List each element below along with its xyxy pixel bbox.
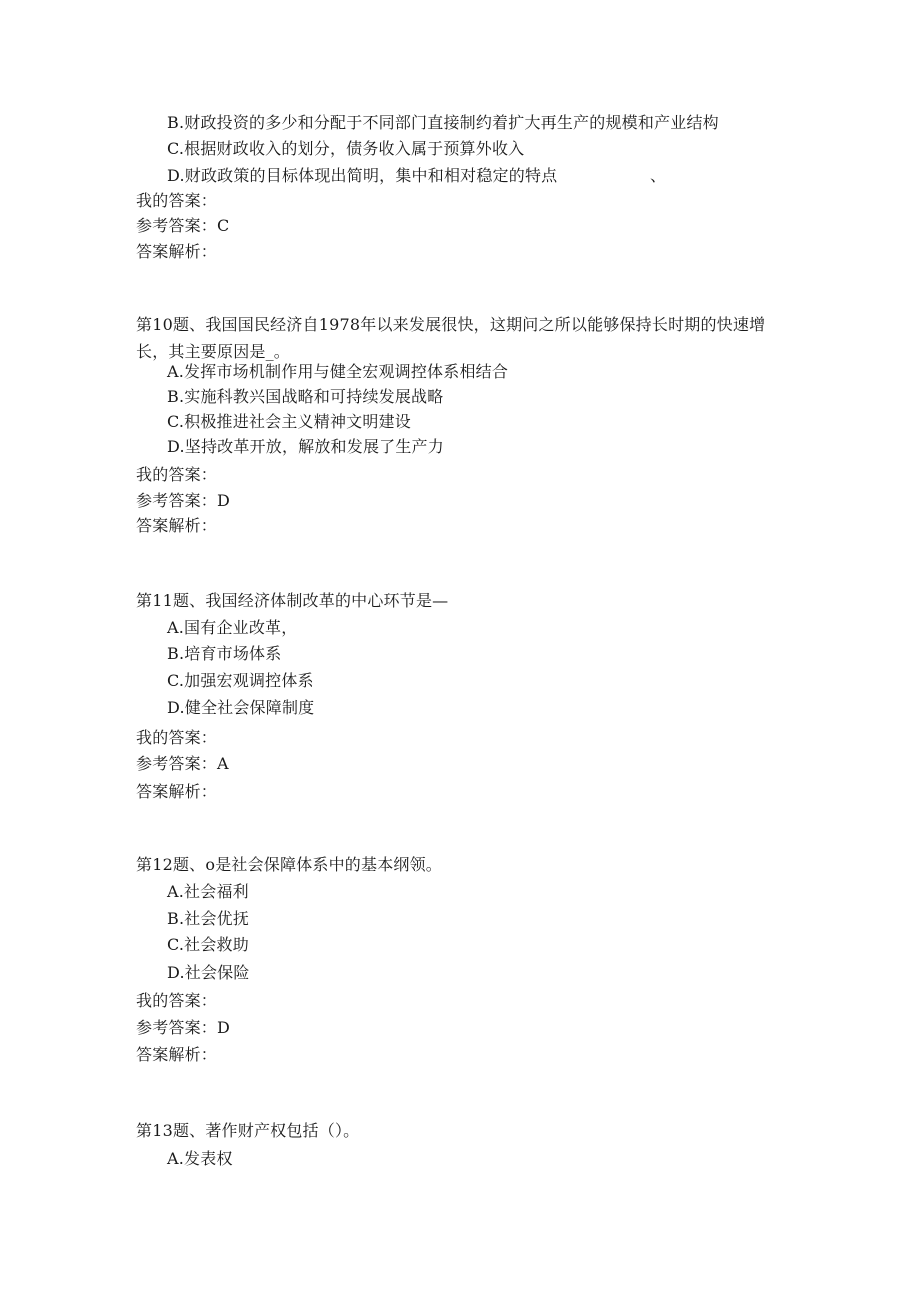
q9-my-answer: 我的答案：	[136, 191, 218, 210]
q10-my-answer: 我的答案：	[136, 465, 218, 484]
q9-reference-answer: 参考答案：C	[136, 216, 230, 235]
q12-reference-answer: 参考答案：D	[136, 1018, 231, 1037]
q12-my-answer: 我的答案：	[136, 991, 218, 1010]
q12-option-d: D.社会保险	[167, 963, 250, 982]
q11-stem: 第11题、我国经济体制改革的中心环节是—	[136, 591, 449, 610]
q12-option-c: C.社会救助	[167, 935, 249, 954]
q11-reference-answer: 参考答案：A	[136, 754, 229, 773]
q12-stem: 第12题、o是社会保障体系中的基本纲领。	[136, 855, 442, 874]
q12-option-b: B.社会优抚	[167, 909, 250, 928]
q11-option-d: D.健全社会保障制度	[167, 698, 315, 717]
q13-stem: 第13题、著作财产权包括（）。	[136, 1121, 360, 1140]
q10-option-a: A.发挥市场机制作用与健全宏观调控体系相结合	[167, 362, 509, 381]
q9-stray-mark: 、	[650, 166, 667, 185]
q11-option-c: C.加强宏观调控体系	[167, 671, 314, 690]
q13-option-a: A.发表权	[167, 1149, 233, 1168]
q10-answer-analysis: 答案解析：	[136, 516, 218, 535]
q9-option-c: C.根据财政收入的划分，债务收入属于预算外收入	[167, 139, 525, 158]
q10-reference-answer: 参考答案：D	[136, 491, 231, 510]
q11-my-answer: 我的答案：	[136, 728, 218, 747]
q12-answer-analysis: 答案解析：	[136, 1045, 218, 1064]
q10-stem: 第10题、我国国民经济自1978年以来发展很快，这期问之所以能够保持长时期的快速增长，其主要原因是_。	[136, 315, 766, 361]
q11-option-a: A.国有企业改革，	[167, 618, 298, 637]
q9-option-b: B.财政投资的多少和分配于不同部门直接制约着扩大再生产的规模和产业结构	[167, 113, 719, 132]
q9-answer-analysis: 答案解析：	[136, 242, 218, 261]
q10-option-c: C.积极推进社会主义精神文明建设	[167, 412, 411, 431]
q12-option-a: A.社会福利	[167, 882, 249, 901]
q9-option-d: D.财政政策的目标体现出简明，集中和相对稳定的特点	[167, 166, 558, 185]
q10-option-d: D.坚持改革开放，解放和发展了生产力	[167, 437, 444, 456]
q10-option-b: B.实施科教兴国战略和可持续发展战略	[167, 387, 444, 406]
q11-answer-analysis: 答案解析：	[136, 782, 218, 801]
q11-option-b: B.培育市场体系	[167, 644, 282, 663]
